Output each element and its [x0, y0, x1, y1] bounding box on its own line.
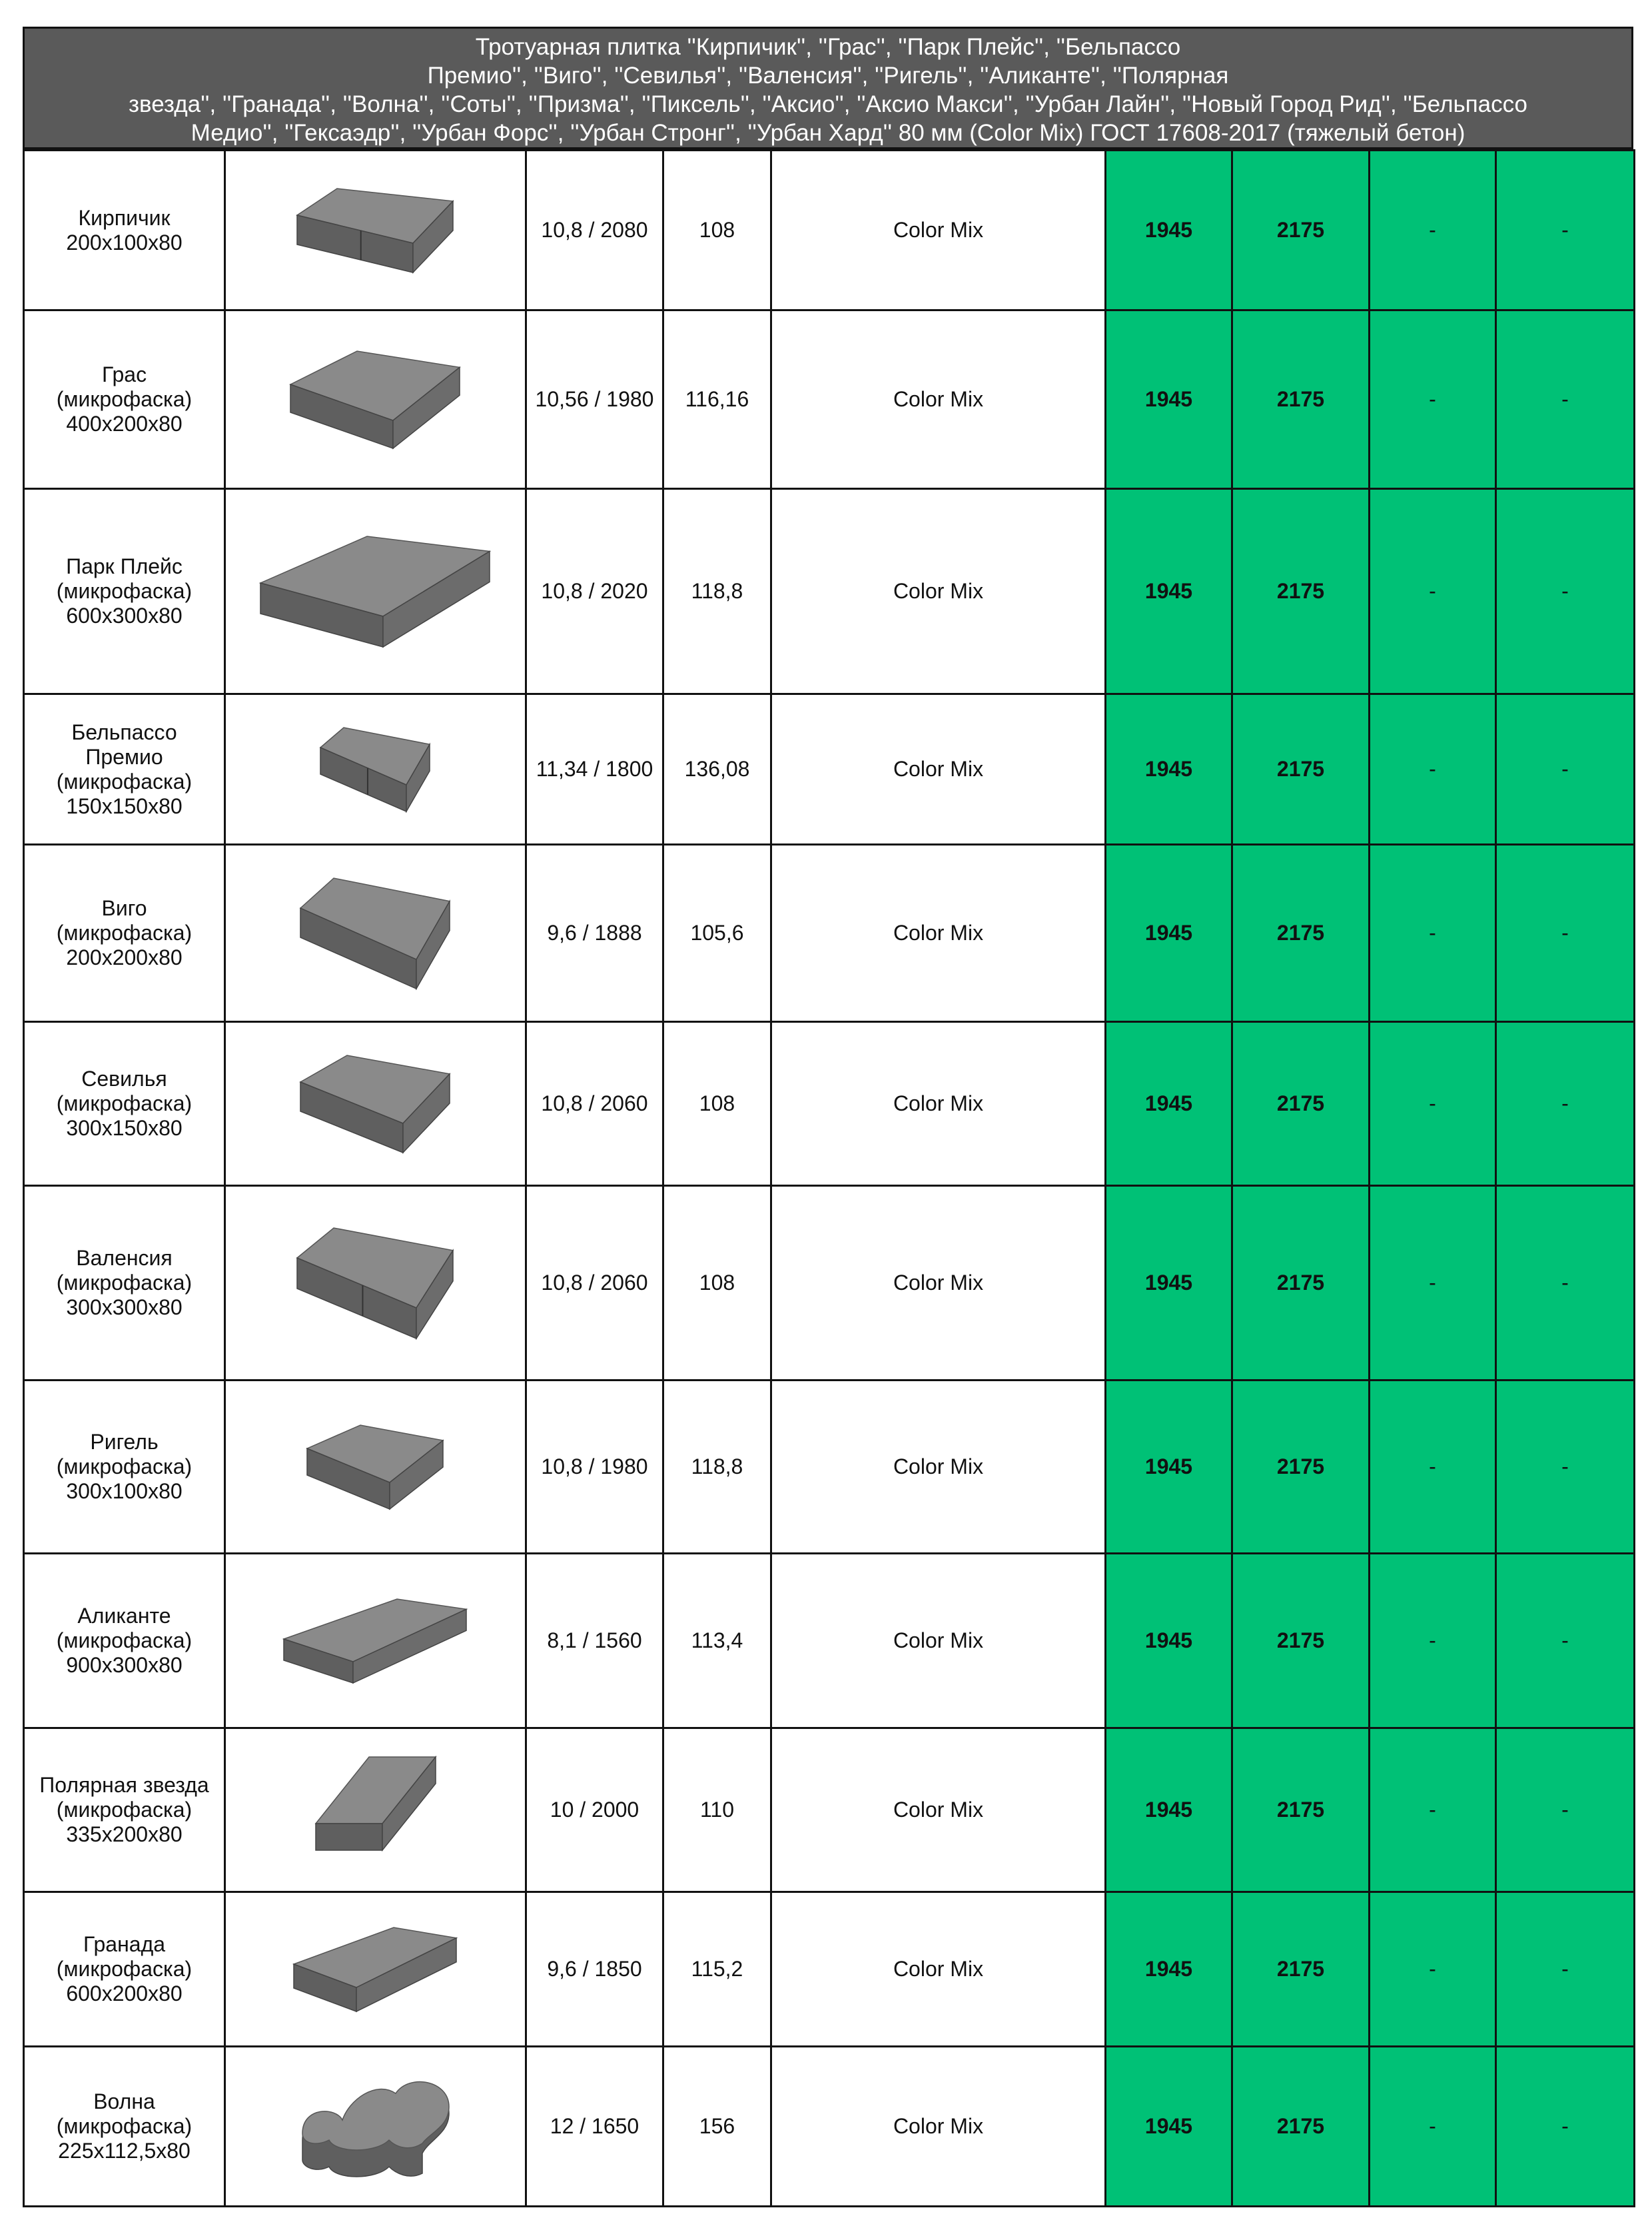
color-cell: Color Mix	[771, 1554, 1106, 1728]
product-name-line: 600х300х80	[66, 604, 183, 628]
color-cell: Color Mix	[771, 845, 1106, 1022]
color-cell: Color Mix	[771, 1892, 1106, 2047]
product-name-cell	[24, 1186, 225, 1381]
product-name-cell	[24, 1728, 225, 1892]
table-row	[24, 1728, 1635, 1892]
product-name-line: (микрофаска)	[56, 921, 193, 945]
color-cell: Color Mix	[771, 310, 1106, 489]
price-cell: 2175	[1232, 1554, 1370, 1728]
quantity-cell: 116,16	[663, 310, 771, 489]
price-cell: -	[1370, 489, 1496, 694]
weight-cell: 12 / 1650	[526, 2047, 663, 2207]
title-line: Премио'', ''Виго'', ''Севилья'', ''Валенсия'', ''Ригель'', ''Аликанте'', ''Полярная	[427, 63, 1229, 89]
price-table	[23, 149, 1635, 2207]
price-cell: -	[1370, 2047, 1496, 2207]
quantity-cell: 110	[663, 1728, 771, 1892]
price-cell: -	[1496, 1728, 1635, 1892]
price-cell: -	[1496, 1554, 1635, 1728]
price-cell: 1945	[1106, 2047, 1232, 2207]
product-image-cell	[225, 1554, 526, 1728]
product-name-line: 300х300х80	[66, 1295, 183, 1319]
product-name-line: 225х112,5х80	[58, 2139, 191, 2163]
product-name-cell	[24, 1022, 225, 1186]
weight-cell: 10,8 / 2060	[526, 1022, 663, 1186]
product-image-cell	[225, 151, 526, 310]
color-cell: Color Mix	[771, 2047, 1106, 2207]
quantity-cell: 115,2	[663, 1892, 771, 2047]
weight-cell: 10,8 / 1980	[526, 1381, 663, 1554]
table-row	[24, 1381, 1635, 1554]
quantity-cell: 108	[663, 151, 771, 310]
price-cell: -	[1496, 694, 1635, 845]
product-name-line: 900х300х80	[66, 1653, 183, 1677]
price-cell: -	[1370, 694, 1496, 845]
price-cell: 2175	[1232, 1022, 1370, 1186]
tile-valensiya-icon	[296, 1227, 456, 1340]
title-line: звезда'', ''Гранада'', ''Волна'', ''Соты'', ''Призма'', ''Пиксель'', ''Аксио'', ''Аксио Макси'', ''Урбан Лайн'', ''Новый Город Рид'', ''Бельпассо	[128, 91, 1528, 117]
product-name-line: 200х100х80	[66, 230, 183, 255]
product-name-cell	[24, 694, 225, 845]
price-cell: -	[1496, 151, 1635, 310]
product-name-line: (микрофаска)	[56, 2114, 193, 2138]
product-name-line: 300х100х80	[66, 1479, 183, 1503]
color-cell: Color Mix	[771, 489, 1106, 694]
price-cell: -	[1370, 1022, 1496, 1186]
price-cell: -	[1496, 1022, 1635, 1186]
tile-granada-icon	[292, 1926, 459, 2013]
price-cell: 2175	[1232, 151, 1370, 310]
color-cell: Color Mix	[771, 151, 1106, 310]
weight-cell: 10,8 / 2080	[526, 151, 663, 310]
product-name-line: 335х200х80	[66, 1822, 183, 1846]
product-image-cell	[225, 489, 526, 694]
product-name-cell	[24, 1892, 225, 2047]
product-name-line: (микрофаска)	[56, 769, 193, 794]
product-name-line: Ригель	[90, 1430, 159, 1454]
table-row	[24, 1022, 1635, 1186]
price-cell: -	[1370, 1381, 1496, 1554]
product-name-cell	[24, 1554, 225, 1728]
product-name-line: (микрофаска)	[56, 1271, 193, 1295]
table-row	[24, 1892, 1635, 2047]
product-name-line: Виго	[101, 896, 147, 920]
price-cell: -	[1370, 845, 1496, 1022]
table-row	[24, 2047, 1635, 2207]
price-cell: 1945	[1106, 1186, 1232, 1381]
weight-cell: 10 / 2000	[526, 1728, 663, 1892]
price-cell: 2175	[1232, 310, 1370, 489]
price-cell: 1945	[1106, 845, 1232, 1022]
quantity-cell: 108	[663, 1022, 771, 1186]
price-cell: 1945	[1106, 1892, 1232, 2047]
product-name-cell	[24, 310, 225, 489]
price-cell: 2175	[1232, 1381, 1370, 1554]
product-name-line: (микрофаска)	[56, 579, 193, 603]
price-cell: -	[1496, 845, 1635, 1022]
tile-gras-icon	[289, 350, 462, 450]
tile-park-pleis-icon	[259, 535, 492, 648]
color-cell: Color Mix	[771, 1186, 1106, 1381]
weight-cell: 10,56 / 1980	[526, 310, 663, 489]
price-cell: 1945	[1106, 151, 1232, 310]
product-name-line: 300х150х80	[66, 1116, 183, 1140]
product-name-line: Волна	[93, 2089, 155, 2113]
product-name-line: (микрофаска)	[56, 1454, 193, 1478]
product-name-line: Полярная звезда	[39, 1773, 209, 1797]
product-name-line: Аликанте	[77, 1604, 171, 1628]
product-name-line: (микрофаска)	[56, 1628, 193, 1652]
product-name-line: (микрофаска)	[56, 387, 193, 411]
price-cell: 2175	[1232, 845, 1370, 1022]
product-name-cell	[24, 489, 225, 694]
price-cell: 2175	[1232, 1892, 1370, 2047]
quantity-cell: 105,6	[663, 845, 771, 1022]
product-name-line: Премио	[85, 744, 163, 769]
price-cell: -	[1370, 1728, 1496, 1892]
quantity-cell: 113,4	[663, 1554, 771, 1728]
product-image-cell	[225, 1381, 526, 1554]
title-line: Медио'', ''Гексаэдр'', ''Урбан Форс'', ''Урбан Стронг'', ''Урбан Хард'' 80 мм (Color Mix) ГОСТ 17608-2017 (тяжелый бетон)	[191, 120, 1465, 146]
price-cell: 1945	[1106, 1022, 1232, 1186]
tile-belpasso-premio-icon	[319, 726, 432, 813]
price-cell: 2175	[1232, 2047, 1370, 2207]
quantity-cell: 156	[663, 2047, 771, 2207]
product-name-line: (микрофаска)	[56, 1798, 193, 1822]
tile-kirpichik-icon	[296, 187, 456, 274]
table-row	[24, 151, 1635, 310]
product-name-line: (микрофаска)	[56, 1957, 193, 1981]
price-cell: 2175	[1232, 1728, 1370, 1892]
price-sheet	[23, 27, 1633, 2207]
price-cell: -	[1370, 1554, 1496, 1728]
product-image-cell	[225, 694, 526, 845]
product-image-cell	[225, 1728, 526, 1892]
price-cell: -	[1496, 1892, 1635, 2047]
price-cell: 2175	[1232, 489, 1370, 694]
weight-cell: 9,6 / 1850	[526, 1892, 663, 2047]
price-cell: 2175	[1232, 1186, 1370, 1381]
price-cell: 1945	[1106, 310, 1232, 489]
price-cell: -	[1370, 1892, 1496, 2047]
weight-cell: 10,8 / 2060	[526, 1186, 663, 1381]
weight-cell: 11,34 / 1800	[526, 694, 663, 845]
title-line: Тротуарная плитка ''Кирпичик'', ''Грас'', ''Парк Плейс'', ''Бельпассо	[475, 34, 1181, 60]
product-name-line: Севилья	[81, 1067, 167, 1091]
price-cell: -	[1496, 310, 1635, 489]
product-name-line: 200х200х80	[66, 945, 183, 969]
tile-sevilya-icon	[299, 1054, 452, 1154]
price-cell: 2175	[1232, 694, 1370, 845]
product-name-line: 600х200х80	[66, 1981, 183, 2005]
product-name-line: Гранада	[83, 1932, 166, 1956]
price-cell: 1945	[1106, 694, 1232, 845]
table-row	[24, 310, 1635, 489]
product-image-cell	[225, 310, 526, 489]
product-image-cell	[225, 845, 526, 1022]
price-cell: -	[1370, 1186, 1496, 1381]
table-row	[24, 1554, 1635, 1728]
tile-volna-icon	[296, 2073, 456, 2180]
price-cell: 1945	[1106, 1554, 1232, 1728]
price-cell: -	[1370, 310, 1496, 489]
price-cell: -	[1496, 489, 1635, 694]
weight-cell: 10,8 / 2020	[526, 489, 663, 694]
color-cell: Color Mix	[771, 694, 1106, 845]
price-cell: -	[1496, 2047, 1635, 2207]
product-image-cell	[225, 2047, 526, 2207]
price-cell: 1945	[1106, 489, 1232, 694]
price-cell: -	[1496, 1186, 1635, 1381]
weight-cell: 8,1 / 1560	[526, 1554, 663, 1728]
product-name-cell	[24, 845, 225, 1022]
price-cell: 1945	[1106, 1728, 1232, 1892]
tile-vigo-icon	[299, 877, 452, 990]
color-cell: Color Mix	[771, 1728, 1106, 1892]
table-title	[23, 27, 1633, 149]
product-name-line: Валенсия	[76, 1246, 173, 1270]
color-cell: Color Mix	[771, 1381, 1106, 1554]
table-row	[24, 845, 1635, 1022]
product-name-line: (микрофаска)	[56, 1091, 193, 1115]
product-image-cell	[225, 1022, 526, 1186]
weight-cell: 9,6 / 1888	[526, 845, 663, 1022]
quantity-cell: 108	[663, 1186, 771, 1381]
color-cell: Color Mix	[771, 1022, 1106, 1186]
table-row	[24, 694, 1635, 845]
table-row	[24, 489, 1635, 694]
product-name-line: Парк Плейс	[66, 554, 183, 578]
product-name-cell	[24, 1381, 225, 1554]
quantity-cell: 118,8	[663, 1381, 771, 1554]
product-name-cell	[24, 2047, 225, 2207]
tile-polyarnaya-zvezda-icon	[309, 1750, 442, 1870]
product-name-cell	[24, 151, 225, 310]
product-name-line: Кирпичик	[78, 205, 171, 230]
price-cell: -	[1496, 1381, 1635, 1554]
product-name-line: Бельпассо	[71, 720, 177, 744]
quantity-cell: 136,08	[663, 694, 771, 845]
product-name-line: 400х200х80	[66, 412, 183, 436]
product-image-cell	[225, 1892, 526, 2047]
product-name-line: Грас	[101, 362, 147, 386]
price-cell: 1945	[1106, 1381, 1232, 1554]
price-cell: -	[1370, 151, 1496, 310]
product-name-line: 150х150х80	[66, 794, 183, 818]
tile-alikante-icon	[282, 1598, 469, 1684]
table-row	[24, 1186, 1635, 1381]
quantity-cell: 118,8	[663, 489, 771, 694]
product-image-cell	[225, 1186, 526, 1381]
tile-rigel-icon	[306, 1424, 446, 1510]
